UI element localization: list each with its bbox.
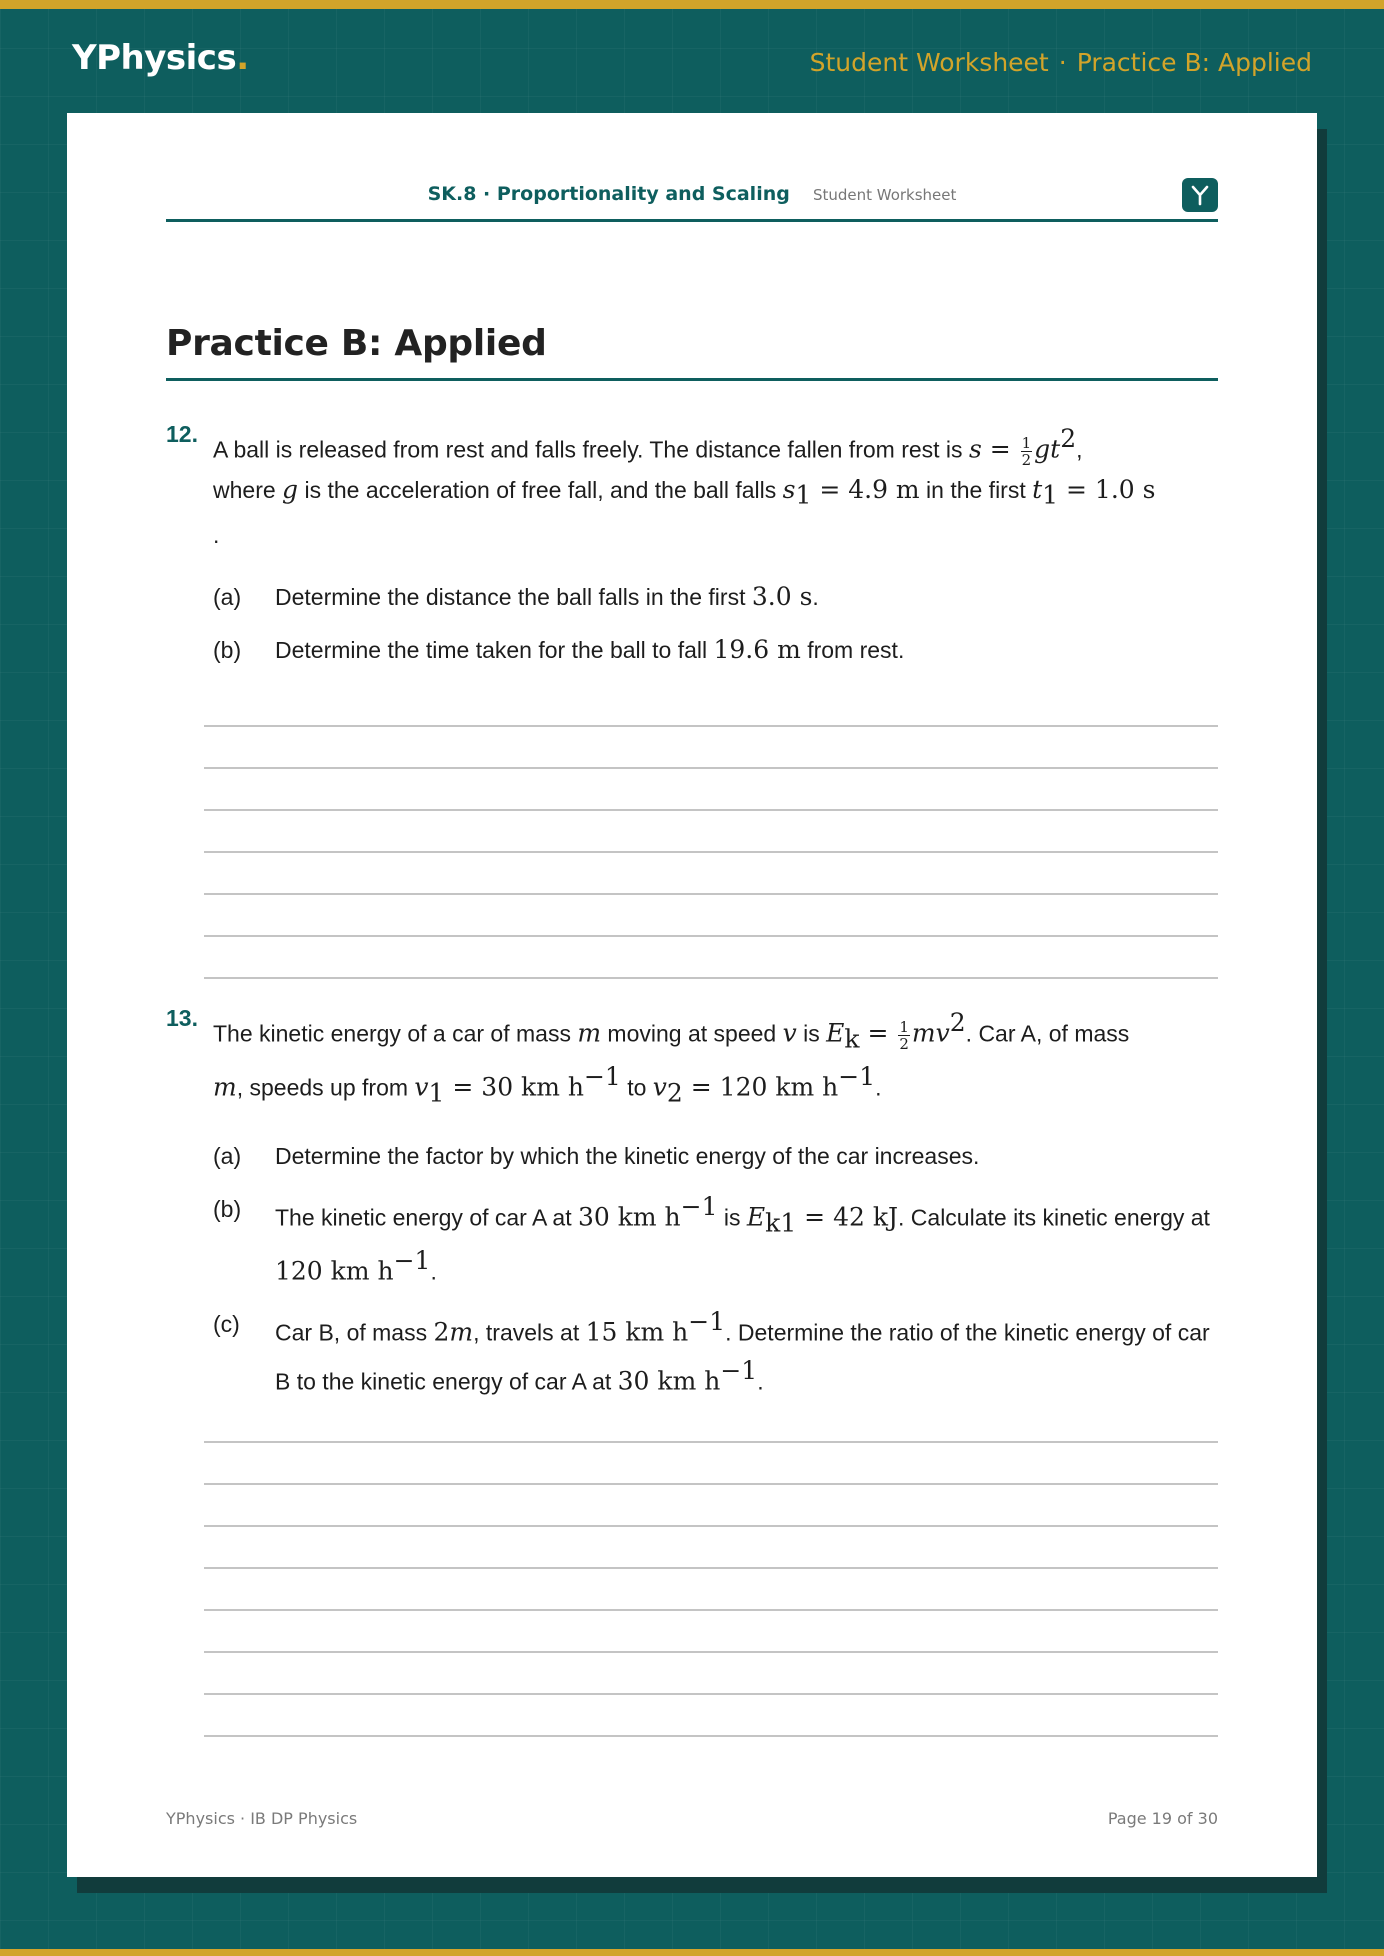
- question-number: 13.: [166, 1005, 198, 1031]
- footer-left: YPhysics · IB DP Physics: [166, 1809, 358, 1828]
- question-stem: The kinetic energy of a car of mass m moving at speed v is $E_k$ = $\frac{1}{2}$ $mv^2$. Car A, of mass m, speeds up from $v_1 = 30$ km $h^{-1}$ to $v_2 = 120$ km $h^{-1}$.: [213, 1008, 1130, 1108]
- running-head: [166, 165, 1218, 222]
- header-doc-type: Student Worksheet: [809, 48, 1049, 77]
- question-parts: [213, 577, 1218, 670]
- question-parts: [213, 1136, 1218, 1402]
- header-separator: ·: [1058, 48, 1067, 77]
- question-part: (b) The kinetic energy of car A at 30 km $h^{-1}$ is $E_{k1} = 42$ kJ. Calculate its kinetic energy at 120 km $h^{-1}$.: [213, 1191, 1210, 1286]
- page-footer: [166, 1809, 1218, 1828]
- question-part: (b) Determine the time taken for the ball to fall 19.6 m from rest.: [213, 635, 905, 665]
- bottom-accent-bar: [0, 1949, 1384, 1956]
- brand-logo: [72, 38, 249, 78]
- answer-lines-13[interactable]: [204, 1401, 1218, 1737]
- question-part: (a) Determine the factor by which the kinetic energy of the car increases.: [213, 1142, 980, 1169]
- header-section: Practice B: Applied: [1076, 48, 1312, 77]
- y-logo-icon: [1182, 178, 1218, 212]
- question-13: [166, 1005, 1218, 1415]
- section-title: Practice B: Applied: [166, 323, 1218, 381]
- question-part: (a) Determine the distance the ball falls in the first 3.0 s.: [213, 582, 819, 612]
- answer-lines-12[interactable]: [204, 685, 1218, 979]
- worksheet-page: [67, 113, 1317, 1877]
- running-head-title: SK.8 · Proportionality and Scaling: [427, 183, 790, 205]
- page-number: Page 19 of 30: [1107, 1809, 1218, 1828]
- question-12: [166, 421, 1218, 683]
- brand-name: YPhysics: [72, 38, 237, 78]
- question-part: (c) Car B, of mass 2m, travels at 15 km $h^{-1}$. Determine the ratio of the kinetic energy of car B to the kinetic energy of car A at 30 km $h^{-1}$.: [213, 1307, 1210, 1396]
- top-accent-bar: [0, 0, 1384, 9]
- header-context: [810, 48, 1312, 77]
- question-stem: A ball is released from rest and falls freely. The distance fallen from rest is s = $\frac{1}{2}$ $gt^2$, where g is the acceleration of free fall, and the ball falls $s_1 = 4.9$ m in the first $t_1 = 1.0$ s .: [213, 424, 1156, 549]
- running-head-subtitle: Student Worksheet: [812, 186, 957, 204]
- brand-dot: .: [236, 38, 249, 78]
- question-number: 12.: [166, 421, 198, 447]
